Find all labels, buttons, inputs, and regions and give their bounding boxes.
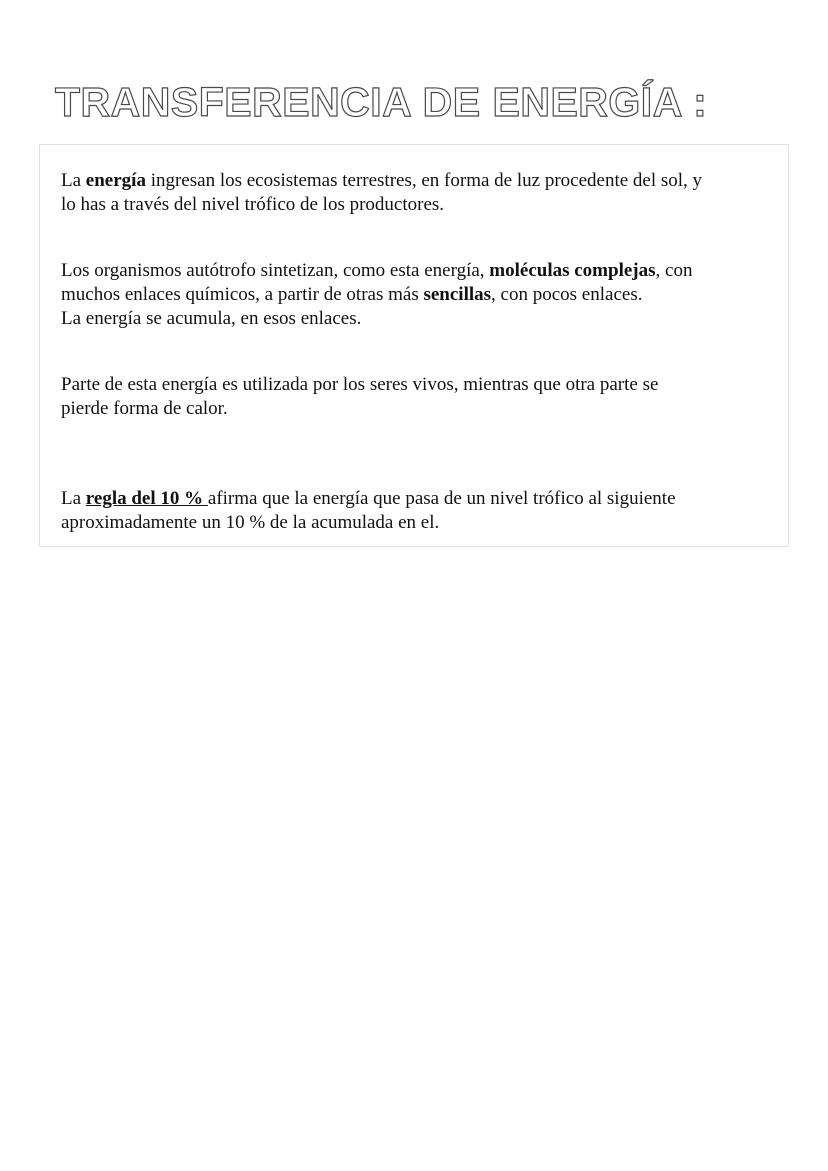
text-run: La	[61, 488, 86, 509]
bold-underlined-term-regla: regla del 10 %	[85, 488, 208, 509]
bold-term-energia: energía	[85, 170, 146, 191]
paragraph-line	[61, 259, 768, 283]
content-box	[39, 144, 789, 547]
paragraph-energy-input	[61, 169, 768, 217]
text-run: Los organismos autótrofo sintetizan, como esta energía,	[61, 260, 490, 281]
bold-term-moleculas-complejas: moléculas complejas	[489, 260, 656, 281]
paragraph-line: pierde forma de calor.	[61, 398, 228, 419]
paragraph-line: aproximadamente un 10 % de la acumulada en el.	[61, 512, 440, 533]
text-run: afirma que la energía que pasa de un nivel trófico al siguiente	[207, 488, 676, 509]
paragraph-autotrophs	[61, 259, 768, 331]
paragraph-line: Parte de esta energía es utilizada por los seres vivos, mientras que otra parte se	[61, 374, 659, 395]
paragraph-energy-loss	[61, 373, 768, 421]
text-run: , con pocos enlaces.	[491, 284, 643, 305]
paragraph-line	[61, 283, 768, 307]
text-run: La	[61, 170, 86, 191]
paragraph-line	[61, 169, 768, 193]
bold-term-sencillas: sencillas	[423, 284, 492, 305]
paragraph-line: lo has a través del nivel trófico de los productores.	[61, 194, 445, 215]
text-run: ingresan los ecosistemas terrestres, en forma de luz procedente del sol, y	[145, 170, 703, 191]
paragraph-line: La energía se acumula, en esos enlaces.	[61, 308, 362, 329]
text-run: , con	[655, 260, 693, 281]
paragraph-ten-percent-rule	[61, 487, 768, 535]
paragraph-line	[61, 487, 768, 511]
text-run: muchos enlaces químicos, a partir de otras más	[61, 284, 424, 305]
page-title: TRANSFERENCIA DE ENERGÍA :	[55, 79, 708, 125]
